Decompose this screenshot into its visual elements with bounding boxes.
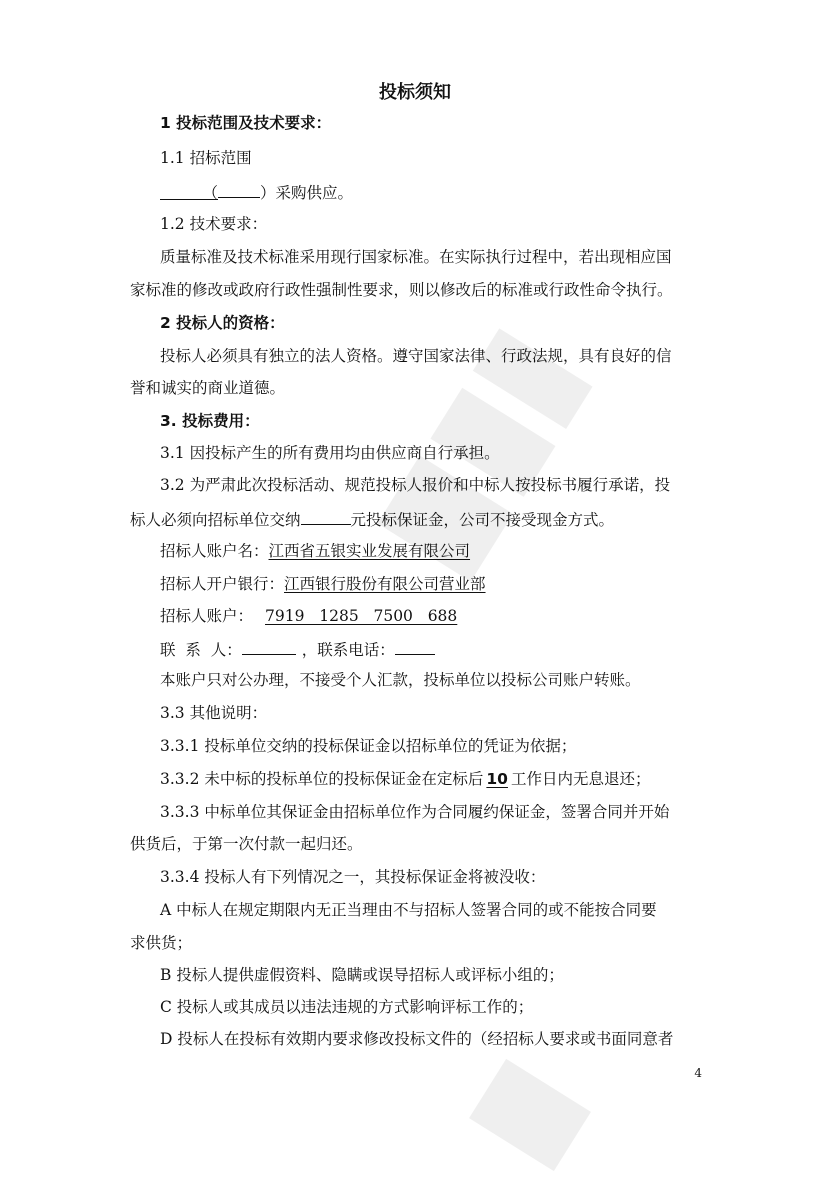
contact-phone-blank[interactable] — [395, 637, 435, 655]
line-3-3-3b: 供货后，于第一次付款一起归还。 — [130, 835, 363, 853]
account-note: 本账户只对公办理，不接受个人汇款，投标单位以投标公司账户转账。 — [160, 671, 641, 689]
item-a-2: 求供货； — [130, 934, 193, 952]
bank-value: 江西银行股份有限公司营业部 — [284, 575, 486, 593]
heading-3: 3. 投标费用： — [160, 412, 260, 430]
refund-days: 10 — [486, 770, 508, 788]
item-c: C 投标人或其成员以违法违规的方式影响评标工作的； — [160, 998, 534, 1016]
qual-para-2: 誉和诚实的商业道德。 — [130, 379, 286, 397]
page-title: 投标须知 — [379, 82, 451, 103]
line-1-1: 1.1 招标范围 — [160, 149, 252, 167]
watermark-logo-bottom — [455, 1045, 604, 1185]
line-3-3-1: 3.3.1 投标单位交纳的投标保证金以招标单位的凭证为依据； — [160, 737, 577, 755]
qual-para-1: 投标人必须具有独立的法人资格。遵守国家法律、行政法规，具有良好的信 — [160, 347, 672, 365]
contact-line: 联 系 人： ，联系电话： — [160, 637, 435, 661]
line-3-2b: 标人必须向招标单位交纳 元投标保证金，公司不接受现金方式。 — [130, 507, 614, 531]
heading-1: 1 投标范围及技术要求： — [160, 114, 332, 132]
item-a-1: A 中标人在规定期限内无正当理由不与招标人签署合同的或不能按合同要 — [160, 901, 657, 919]
contact-person-blank[interactable] — [242, 637, 296, 655]
line-3-3-4: 3.3.4 投标人有下列情况之一，其投标保证金将被没收： — [160, 868, 546, 886]
bank-line: 招标人开户银行：江西银行股份有限公司营业部 — [160, 575, 486, 593]
account-name-line: 招标人账户名：江西省五银实业发展有限公司 — [160, 542, 471, 560]
scope-blank[interactable]: （ — [160, 182, 218, 200]
tech-para-2: 家标准的修改或政府行政性强制性要求，则以修改后的标准或行政性命令执行。 — [130, 281, 673, 299]
line-3-2a: 3.2 为严肃此次投标活动、规范投标人报价和中标人按投标书履行承诺，投 — [160, 476, 671, 494]
scope-blank-2[interactable] — [218, 180, 260, 198]
page-number: 4 — [694, 1066, 702, 1080]
tech-para-1: 质量标准及技术标准采用现行国家标准。在实际执行过程中，若出现相应国 — [160, 248, 672, 266]
deposit-amount-blank[interactable] — [301, 507, 351, 525]
item-b: B 投标人提供虚假资料、隐瞒或误导招标人或评标小组的； — [160, 966, 564, 984]
account-number-line: 招标人账户： 7919 1285 7500 688 — [160, 607, 458, 625]
scope-line: （ ）采购供应。 — [160, 180, 353, 204]
line-3-3-3a: 3.3.3 中标单位其保证金由招标单位作为合同履约保证金，签署合同并开始 — [160, 803, 670, 821]
line-3-3-2: 3.3.2 未中标的投标单位的投标保证金在定标后 10 工作日内无息退还； — [160, 770, 651, 788]
line-3-3: 3.3 其他说明： — [160, 704, 268, 722]
account-number-value: 7919 1285 7500 688 — [265, 607, 458, 625]
line-3-1: 3.1 因投标产生的所有费用均由供应商自行承担。 — [160, 444, 500, 462]
heading-2: 2 投标人的资格： — [160, 314, 285, 332]
line-1-2: 1.2 技术要求： — [160, 215, 268, 233]
account-name-value: 江西省五银实业发展有限公司 — [268, 542, 471, 560]
item-d: D 投标人在投标有效期内要求修改投标文件的（经招标人要求或书面同意者 — [160, 1030, 674, 1048]
